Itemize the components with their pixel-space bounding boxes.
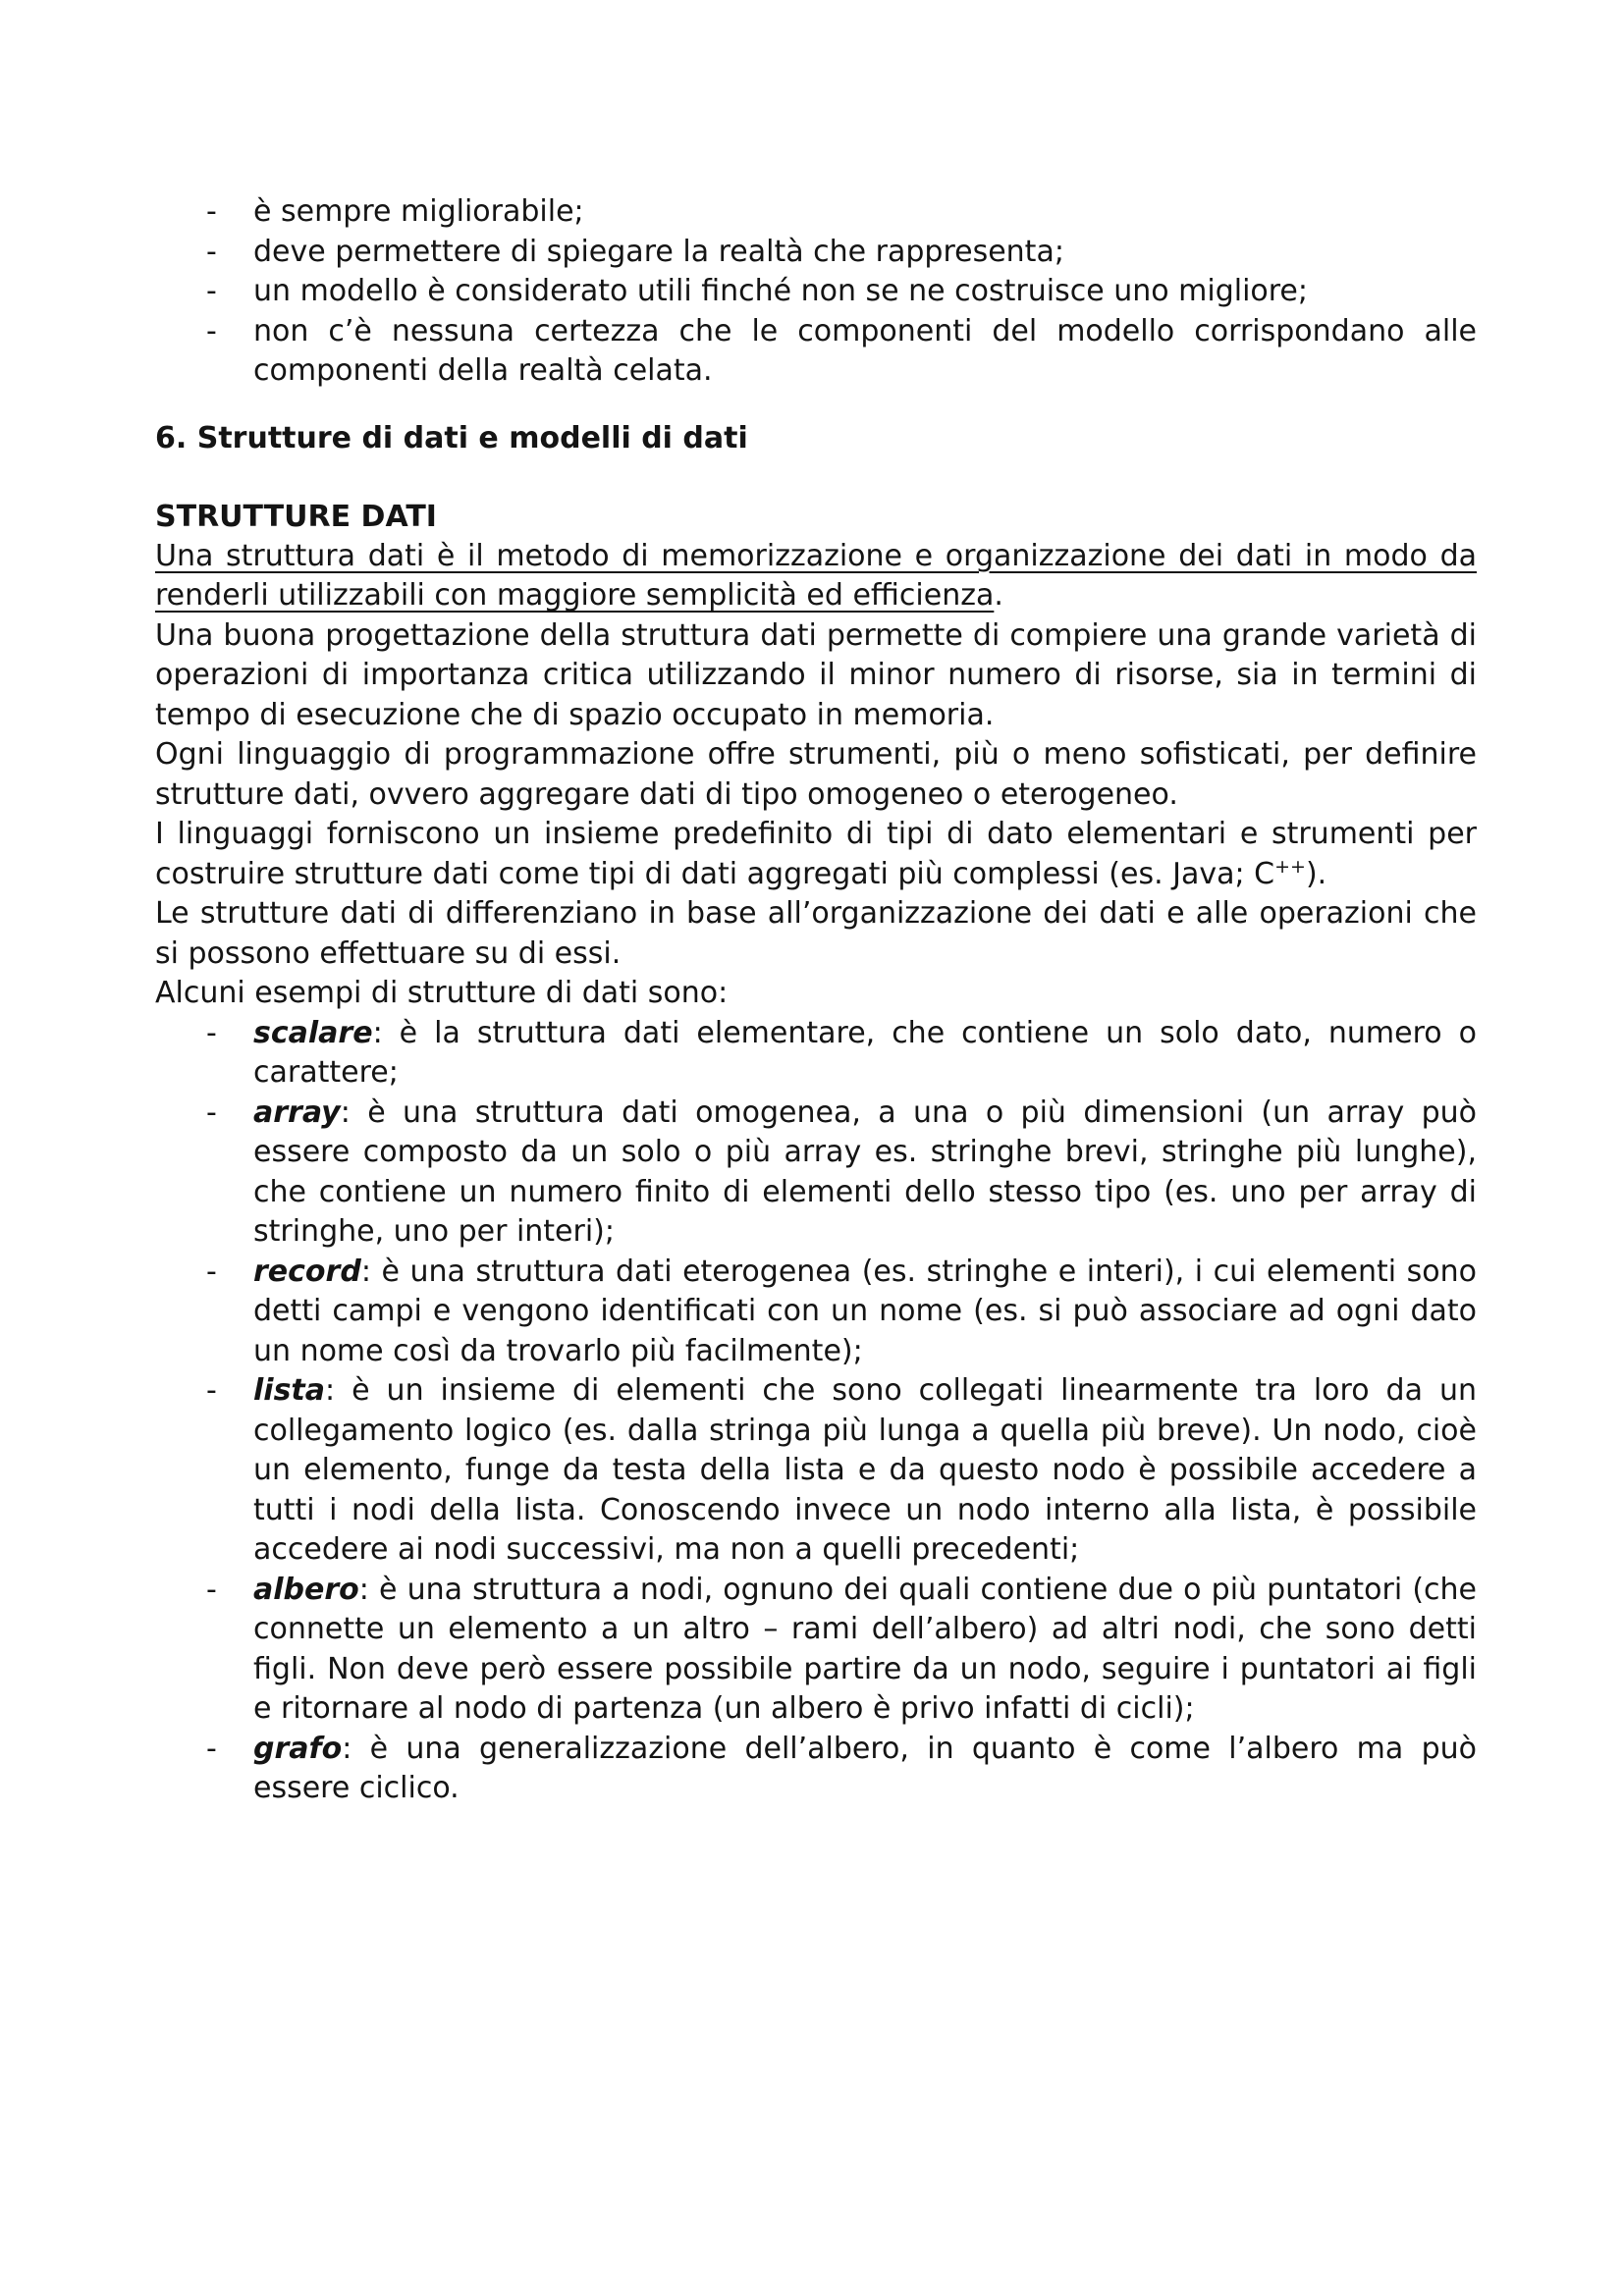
paragraph-design: Una buona progettazione della struttura dati permette di compiere una grande varietà di operazioni di importanza critica utilizzando il minor numero di risorse, sia in termini di tempo di esecuzione che di spazio occupato in memoria. [155, 617, 1477, 732]
dash-bullet: - [206, 1373, 217, 1408]
example-term: lista [253, 1373, 326, 1408]
example-item-scalare [155, 1014, 1477, 1094]
example-text: : è la struttura dati elementare, che contiene un solo dato, numero o carattere; [253, 1015, 1477, 1090]
paragraph-types-end: ). [1305, 856, 1327, 891]
dash-bullet: - [206, 274, 217, 308]
dash-bullet: - [206, 1731, 217, 1766]
intro-list [155, 192, 1477, 392]
list-item-text: è sempre migliorabile; [253, 194, 584, 229]
example-item-lista [155, 1371, 1477, 1571]
example-text: : è una struttura dati omogenea, a una o più dimensioni (un array può essere composto da un solo o più array es. stringhe brevi, stringhe più lunghe), che contiene un numero finito di elementi dello stesso tipo (es. uno per array di stringhe, uno per interi); [253, 1095, 1477, 1249]
example-term: scalare [253, 1015, 373, 1050]
dash-bullet: - [206, 1095, 217, 1130]
list-item-text: non c’è nessuna certezza che le componenti del modello corrispondano alle componenti della realtà celata. [253, 313, 1477, 388]
example-text: : è un insieme di elementi che sono collegati linearmente tra loro da un collegamento logico (es. dalla stringa più lunga a quella più breve). Un nodo, cioè un elemento, funge da testa della lista e da questo nodo è possibile accedere a tutti i nodi della lista. Conoscendo invece un nodo interno alla lista, è possibile accedere ai nodi successivi, ma non a quelli precedenti; [253, 1373, 1477, 1567]
list-item-text: un modello è considerato utili finché non se ne costruisce uno migliore; [253, 274, 1308, 308]
list-item [155, 272, 1477, 312]
dash-bullet: - [206, 1015, 217, 1050]
dash-bullet: - [206, 194, 217, 229]
definition-end: . [994, 578, 1003, 613]
paragraph-types-text: I linguaggi forniscono un insieme predefinito di tipi di dato elementari e strumenti per costruire strutture dati come tipi di dati aggregati più complessi (es. Java; C [155, 817, 1477, 891]
dash-bullet: - [206, 313, 217, 348]
example-term: record [253, 1254, 361, 1289]
paragraph-types [155, 815, 1477, 894]
list-item-text: deve permettere di spiegare la realtà che rappresenta; [253, 234, 1064, 269]
section-title: 6. Strutture di dati e modelli di dati [155, 420, 748, 455]
page-content [155, 192, 1477, 1809]
examples-list [155, 1014, 1477, 1809]
example-text: : è una struttura dati eterogenea (es. stringhe e interi), i cui elementi sono detti campi e vengono identificati con un nome (es. si può associare ad ogni dato un nome così da trovarlo più facilmente); [253, 1254, 1477, 1368]
list-item [155, 192, 1477, 233]
dash-bullet: - [206, 1254, 217, 1289]
example-term: array [253, 1095, 341, 1130]
paragraph-differences: Le strutture dati di differenziano in base all’organizzazione dei dati e alle operazioni che si possono effettuare su di essi. [155, 896, 1477, 971]
example-text: : è una generalizzazione dell’albero, in quanto è come l’albero ma può essere ciclico. [253, 1731, 1477, 1805]
example-item-albero [155, 1571, 1477, 1730]
subsection-title: STRUTTURE DATI [155, 499, 437, 534]
superscript-plus: ++ [1274, 855, 1306, 878]
example-item-record [155, 1253, 1477, 1372]
example-term: albero [253, 1572, 359, 1607]
list-item [155, 312, 1477, 392]
dash-bullet: - [206, 234, 217, 269]
example-term: grafo [253, 1731, 343, 1766]
list-item [155, 233, 1477, 273]
example-item-array [155, 1094, 1477, 1253]
dash-bullet: - [206, 1572, 217, 1607]
example-text: : è una struttura a nodi, ognuno dei quali contiene due o più puntatori (che connette un elemento a un altro – rami dell’albero) ad altri nodi, che sono detti figli. Non deve però essere possibile partire da un nodo, seguire i puntatori ai figli e ritornare al nodo di partenza (un albero è privo infatti di cicli); [253, 1572, 1477, 1726]
paragraph-languages: Ogni linguaggio di programmazione offre strumenti, più o meno sofisticati, per definire strutture dati, ovvero aggregare dati di tipo omogeneo o eterogeneo. [155, 737, 1477, 812]
paragraph-examples-intro: Alcuni esempi di strutture di dati sono: [155, 976, 729, 1010]
definition-text: Una struttura dati è il metodo di memorizzazione e organizzazione dei dati in modo da renderli utilizzabili con maggiore semplicità ed efficienza [155, 538, 1477, 613]
definition-paragraph [155, 537, 1477, 616]
example-item-grafo [155, 1730, 1477, 1809]
